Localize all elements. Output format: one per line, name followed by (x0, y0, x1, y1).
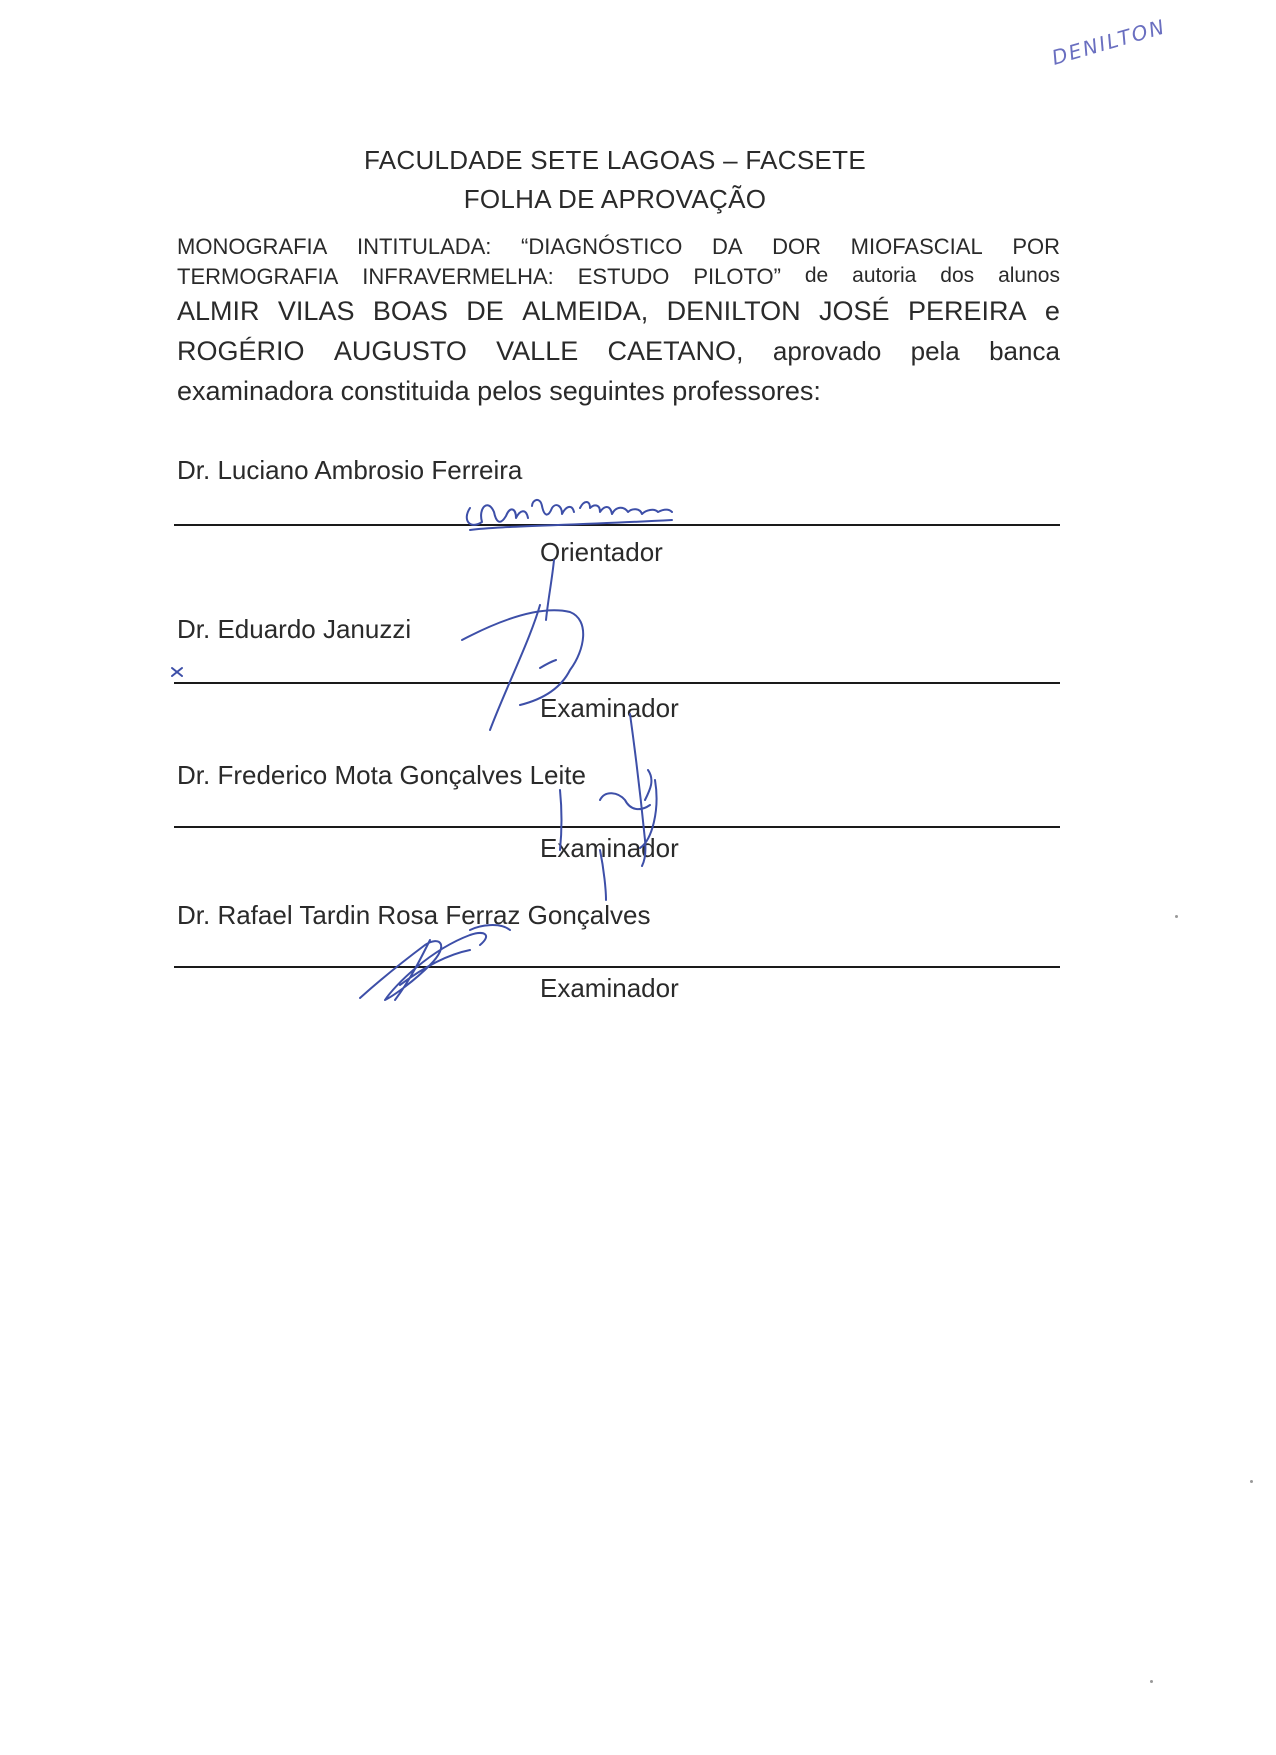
statement-word: MONOGRAFIA (177, 234, 328, 259)
institution-name: FACULDADE SETE LAGOAS – FACSETE (363, 145, 866, 175)
statement-word: dos (940, 264, 975, 287)
statement-word: pela (910, 336, 960, 366)
statement-word: DA (711, 234, 743, 259)
author-word: CAETANO, (607, 336, 744, 366)
signature-eduardo-januzzi (172, 560, 583, 730)
statement-word: INFRAVERMELHA: (362, 264, 554, 289)
examiner-role-1: Orientador (540, 537, 663, 567)
author-word: e (1044, 296, 1060, 326)
author-word: ROGÉRIO (177, 336, 305, 366)
examiner-name-3: Dr. Frederico Mota Gonçalves Leite (177, 760, 586, 790)
examiner-name-1: Dr. Luciano Ambrosio Ferreira (177, 455, 523, 485)
signature-rafael-goncalves (360, 925, 510, 1000)
statement-line-4 (177, 336, 1060, 376)
examiner-name-2: Dr. Eduardo Januzzi (177, 614, 412, 644)
author-word: VALLE (496, 336, 579, 366)
statement-word: POR (1012, 234, 1060, 259)
statement-word: DOR (772, 234, 822, 259)
statement-line-3 (177, 296, 1060, 336)
author-word: DENILTON (666, 296, 801, 326)
examiner-role-2: Examinador (540, 693, 679, 723)
statement-line-2 (177, 264, 1060, 296)
handwritten-margin-note: DENILTON (1048, 14, 1169, 70)
approval-statement (177, 234, 1060, 416)
author-word: BOAS (372, 296, 448, 326)
examiner-name-4: Dr. Rafael Tardin Rosa Ferraz Gonçalves (177, 900, 651, 930)
signature-line-3 (174, 826, 1060, 828)
statement-word: banca (989, 336, 1060, 366)
statement-word: autoria (852, 264, 917, 287)
scan-speck (1175, 915, 1178, 918)
statement-word: PILOTO” (693, 264, 781, 289)
statement-word: “DIAGNÓSTICO (521, 234, 683, 259)
statement-word: alunos (998, 264, 1060, 287)
statement-line-5: examinadora constituida pelos seguintes professores: (177, 376, 821, 406)
sheet-title: FOLHA DE APROVAÇÃO (463, 184, 767, 214)
statement-word: INTITULADA: (356, 234, 492, 259)
signature-line-2 (174, 682, 1060, 684)
statement-word: de (804, 264, 829, 287)
author-word: VILAS (277, 296, 355, 326)
statement-word: aprovado (772, 336, 882, 366)
examiner-role-4: Examinador (540, 973, 679, 1003)
statement-word: TERMOGRAFIA (177, 264, 339, 289)
signature-frederico-leite (560, 714, 657, 900)
author-word: AUGUSTO (333, 336, 467, 366)
scan-speck (1250, 1480, 1253, 1483)
examiner-role-3: Examinador (540, 833, 679, 863)
author-word: JOSÉ (819, 296, 890, 326)
signature-line-1 (174, 524, 1060, 526)
statement-line-1 (177, 234, 1060, 264)
scan-speck (1150, 1680, 1153, 1683)
author-word: DE (466, 296, 504, 326)
author-word: ALMEIDA, (522, 296, 649, 326)
author-word: PEREIRA (907, 296, 1027, 326)
statement-word: ESTUDO (577, 264, 670, 289)
statement-word: MIOFASCIAL (850, 234, 983, 259)
author-word: ALMIR (177, 296, 260, 326)
signature-line-4 (174, 966, 1060, 968)
